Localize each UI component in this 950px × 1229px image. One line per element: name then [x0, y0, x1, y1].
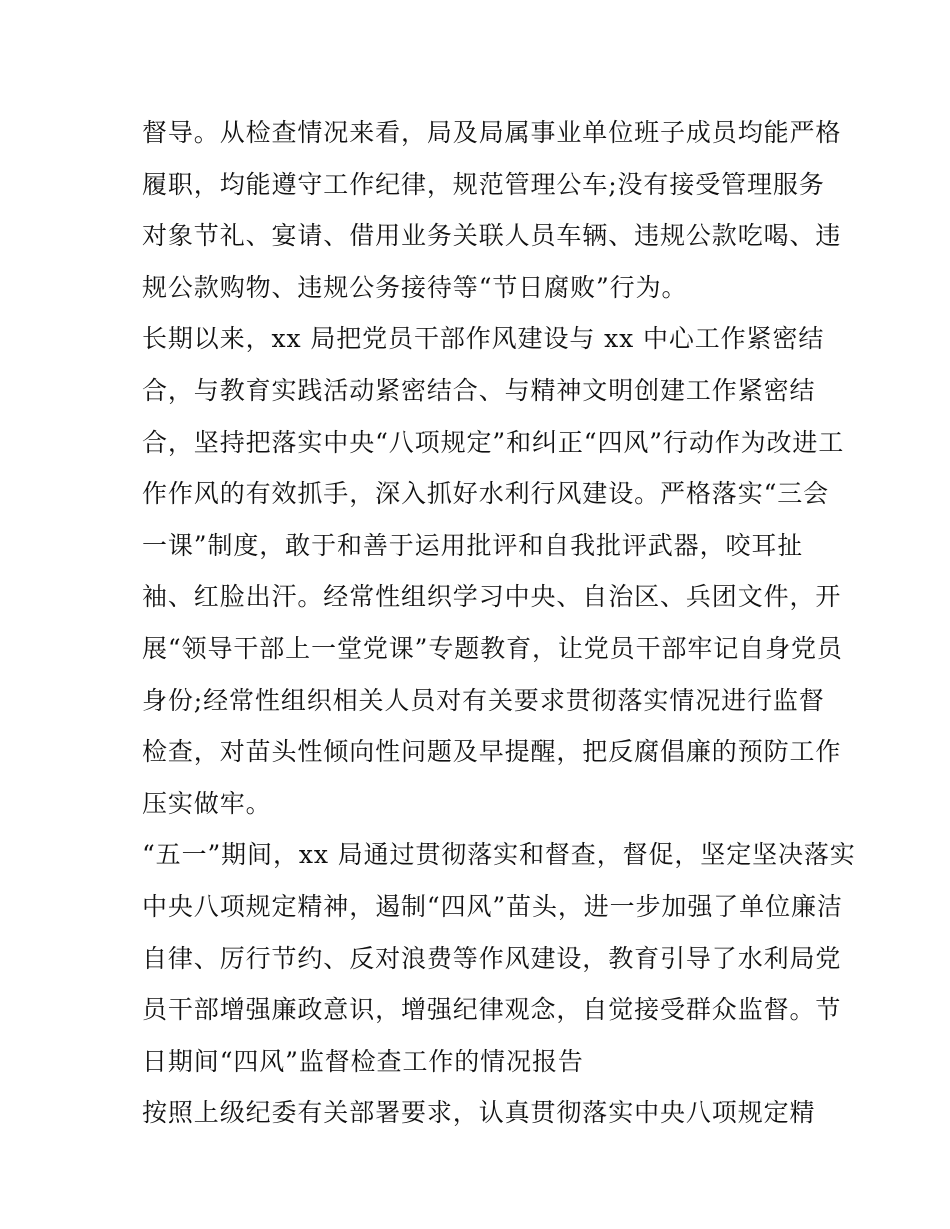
- text-line: 袖、红脸出汗。经常性组织学习中央、自治区、兵团文件，开: [142, 582, 842, 612]
- text-line: “五一”期间，xx 局通过贯彻落实和督查，督促，坚定坚决落实: [142, 840, 856, 870]
- text-line: 规公款购物、违规公务接待等“节日腐败”行为。: [142, 272, 688, 302]
- text-line: 日期间“四风”监督检查工作的情况报告: [142, 1046, 584, 1076]
- text-line: 长期以来，xx 局把党员干部作风建设与 xx 中心工作紧密结: [142, 324, 825, 354]
- text-line: 按照上级纪委有关部署要求，认真贯彻落实中央八项规定精: [142, 1098, 816, 1128]
- text-line: 中央八项规定精神，遏制“四风”苗头，进一步加强了单位廉洁: [142, 891, 843, 921]
- text-line: 作作风的有效抓手，深入抓好水利行风建设。严格落实“三会: [142, 479, 830, 509]
- document-body: [142, 107, 856, 1139]
- text-line: 员干部增强廉政意识，增强纪律观念，自觉接受群众监督。节: [142, 995, 842, 1025]
- text-line: 检查，对苗头性倾向性问题及早提醒，把反腐倡廉的预防工作: [142, 737, 842, 767]
- text-line: 身份;经常性组织相关人员对有关要求贯彻落实情况进行监督: [142, 685, 825, 715]
- text-line: 对象节礼、宴请、借用业务关联人员车辆、违规公款吃喝、违: [142, 221, 842, 251]
- text-line: 自律、厉行节约、反对浪费等作风建设，教育引导了水利局党: [142, 943, 842, 973]
- text-line: 合，与教育实践活动紧密结合、与精神文明创建工作紧密结: [142, 375, 816, 405]
- text-line: 督导。从检查情况来看，局及局属事业单位班子成员均能严格: [142, 118, 842, 147]
- text-line: 压实做牢。: [142, 788, 272, 818]
- text-line: 履职，均能遵守工作纪律，规范管理公车;没有接受管理服务: [142, 169, 825, 199]
- text-line: 合，坚持把落实中央“八项规定”和纠正“四风”行动作为改进工: [142, 427, 845, 457]
- text-line: 展“领导干部上一堂党课”专题教育，让党员干部牢记自身党员: [142, 633, 843, 663]
- text-line: 一课”制度，敢于和善于运用批评和自我批评武器，咬耳扯: [142, 530, 804, 560]
